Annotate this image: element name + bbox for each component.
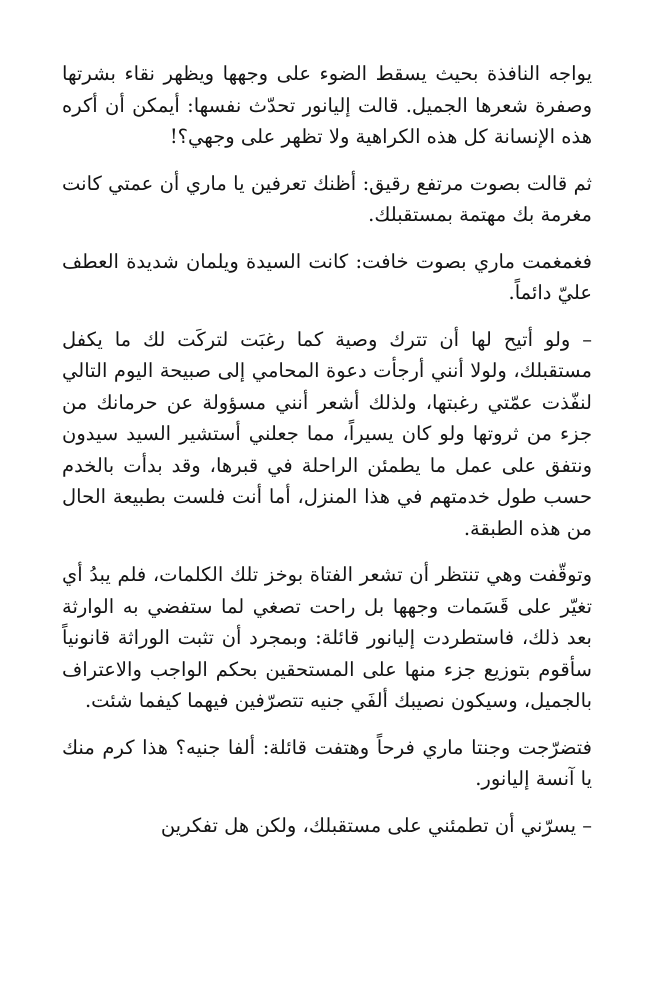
paragraph-6: فتضرّجت وجنتا ماري فرحاً وهتفت قائلة: ألفا جنيه؟ هذا كرم منك يا آنسة إليانور. (62, 735, 592, 790)
paragraph-3: فغمغمت ماري بصوت خافت: كانت السيدة ويلمان شديدة العطف عليّ دائماً. (62, 249, 592, 304)
paragraph-2: ثم قالت بصوت مرتفع رقيق: أظنك تعرفين يا ماري أن عمتي كانت مغرمة بك مهتمة بمستقبلك. (62, 171, 592, 226)
paragraph-5: وتوقّفت وهي تنتظر أن تشعر الفتاة بوخز تلك الكلمات، فلم يبدُ أي تغيّر على قَسَمات وجهها بل راحت تصغي لما ستفضي به الوارثة بعد ذلك، فاستطردت إليانور قائلة: وبمجرد أن تثبت الوراثة قانونياً سأقوم بتوزيع جزء منها على المستحقين بحكم الواجب والاعتراف بالجميل، وسيكون نصيبك ألفَي جنيه تتصرّفين فيهما كيفما شئت. (62, 563, 592, 712)
paragraph-7: – يسرّني أن تطمئني على مستقبلك، ولكن هل تفكرين (160, 813, 592, 837)
book-page (62, 58, 592, 856)
paragraph-1: يواجه النافذة بحيث يسقط الضوء على وجهها ويظهر نقاء بشرتها وصفرة شعرها الجميل. قالت إليانور تحدّث نفسها: أيمكن أن أكره هذه الإنسانة كل هذه الكراهية ولا تظهر على وجهي؟! (62, 62, 592, 148)
paragraph-4: – ولو أتيح لها أن تترك وصية كما رغبَت لتركَت لك ما يكفل مستقبلك، ولولا أنني أرجأت دعوة المحامي إلى صبيحة اليوم التالي لنفّذت عمّتي رغبتها، ولذلك أشعر أنني مسؤولة عن حرمانك من جزء من ثروتها ولو كان يسيراً، مما جعلني أستشير السيد سيدون ونتفق على عمل ما يطمئن الراحلة في قبرها، وقد بدأت بالخدم حسب طول خدمتهم في هذا المنزل، أما أنت فلست بطبيعة الحال من هذه الطبقة. (62, 327, 592, 540)
